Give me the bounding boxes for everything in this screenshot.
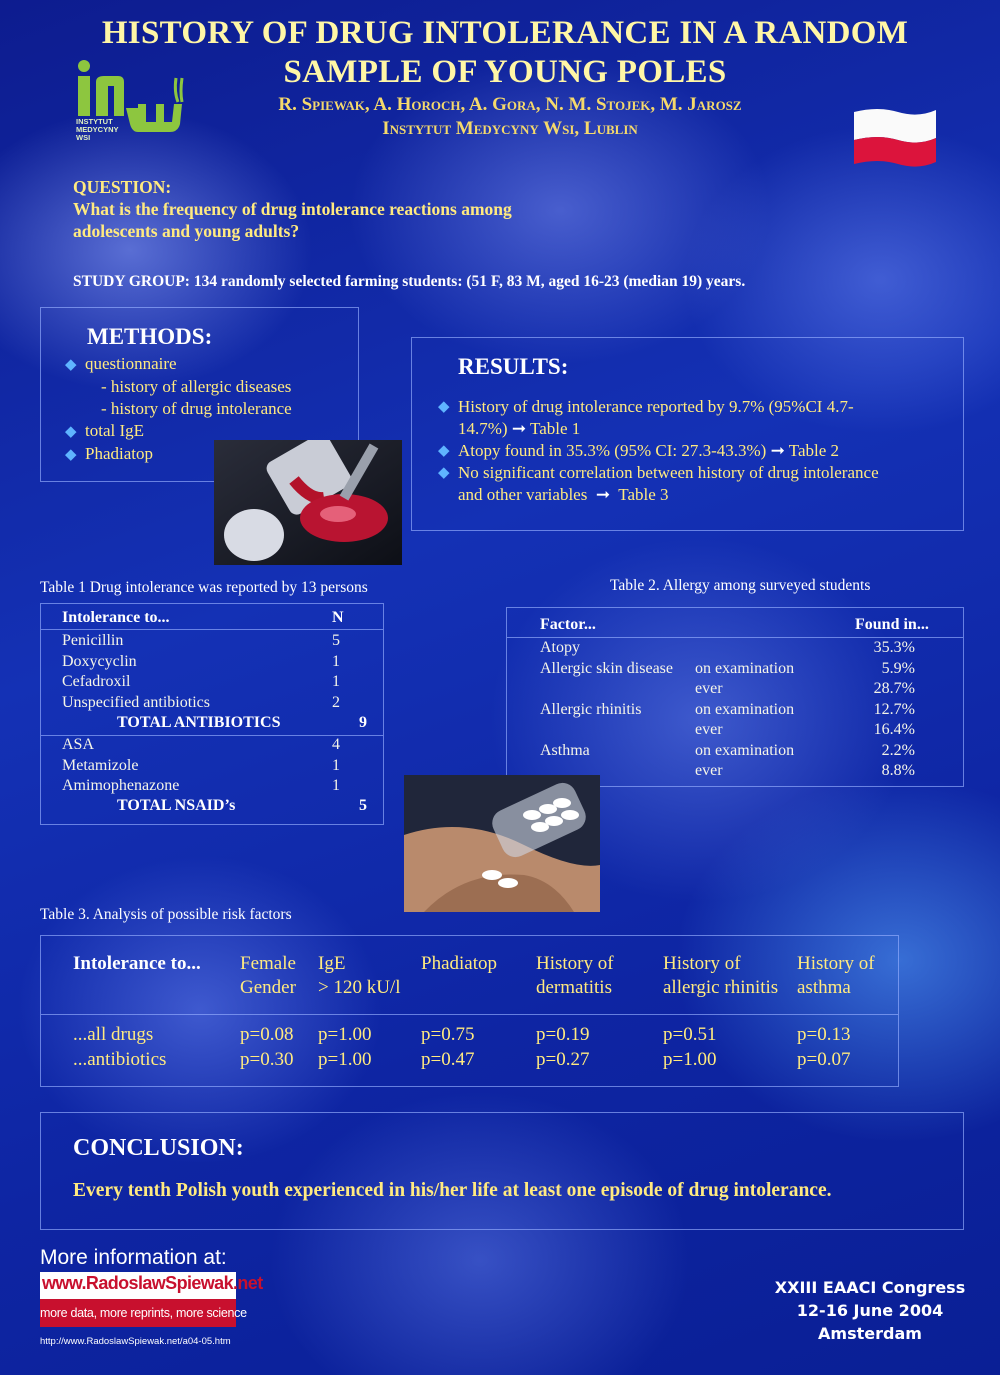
conclusion-text: Every tenth Polish youth experienced in his/her life at least one episode of drug intolerance. (73, 1180, 832, 1201)
congress-dates: 12-16 June 2004 (796, 1301, 944, 1320)
website-banner[interactable] (40, 1272, 263, 1327)
results-item-2: ◆ Atopy found in 35.3% (95% CI: 27.3-43.3%) ➞ Table 2 (438, 441, 840, 460)
table2-col-factor: Factor... (540, 616, 596, 633)
table-row: Allergic skin disease on examination 5.9% (540, 659, 915, 677)
arrow-right-icon: ➞ (595, 485, 611, 504)
table3-col-intolerance: Intolerance to... (73, 953, 201, 974)
table3-col-asthma: History of asthma (797, 953, 875, 998)
more-info-label: More information at: (40, 1246, 227, 1269)
methods-item: ◆ Phadiatop (65, 443, 292, 466)
table1-total-antibiotics-value: 9 (359, 714, 367, 731)
diamond-bullet-icon: ◆ (65, 424, 77, 440)
methods-heading: METHODS: (87, 324, 213, 349)
diamond-bullet-icon: ◆ (65, 357, 77, 373)
table1-col-n: N (332, 609, 344, 626)
methods-item: ◆ questionnaire (65, 353, 292, 376)
congress-location: Amsterdam (818, 1324, 922, 1343)
table1-nsaids (62, 735, 382, 797)
methods-item: ◆ total IgE (65, 420, 292, 443)
title-line-2: SAMPLE OF YOUNG POLES (283, 54, 727, 90)
table1-total-nsaids-value: 5 (359, 797, 367, 814)
arrow-right-icon: ➞ (511, 419, 527, 438)
table1-antibiotics (62, 631, 382, 713)
results-item-1: ◆ History of drug intolerance reported by 9.7% (95%CI 4.7- 14.7%) ➞ Table 1 (438, 397, 854, 438)
title-line-1: HISTORY OF DRUG INTOLERANCE IN A RANDOM (101, 15, 909, 51)
table2-grid (540, 638, 915, 782)
diamond-bullet-icon: ◆ (438, 443, 450, 459)
results-box (411, 337, 964, 531)
table2 (506, 607, 964, 787)
table1-total-antibiotics-label: TOTAL ANTIBIOTICS (117, 714, 281, 731)
table-row: Atopy 35.3% (540, 639, 915, 657)
question-text-line-1: What is the frequency of drug intolerance reactions among (73, 199, 512, 219)
results-item-3: ◆ No significant correlation between history of drug intolerance and other variables ➞ Table 3 (438, 463, 879, 504)
table-row: ASA 4 (62, 736, 340, 754)
imw-logo (74, 58, 184, 144)
table-row: Unspecified antibiotics 2 (62, 693, 340, 711)
results-list (438, 396, 958, 506)
results-heading: RESULTS: (458, 354, 569, 379)
diamond-bullet-icon: ◆ (438, 465, 450, 481)
table2-col-found: Found in... (855, 616, 929, 633)
diamond-bullet-icon: ◆ (438, 399, 450, 415)
table1-col-intolerance: Intolerance to... (62, 609, 170, 626)
conclusion-heading: CONCLUSION: (73, 1135, 244, 1161)
table-row: Allergic rhinitis on examination 12.7% (540, 700, 915, 718)
congress-name: XXIII EAACI Congress (774, 1278, 966, 1297)
conclusion-box (40, 1112, 964, 1230)
table3-col-phadiatop: Phadiatop (421, 953, 497, 974)
syrup-spoon-photo (214, 440, 402, 565)
arrow-right-icon: ➞ (770, 441, 785, 460)
table3-col-female: Female Gender (240, 953, 296, 998)
authors-block (200, 93, 820, 141)
table3-col-ige: IgE > 120 kU/l (318, 953, 401, 998)
polish-flag-icon (848, 106, 940, 170)
table1-total-nsaids-label: TOTAL NSAID’s (117, 797, 236, 814)
question-text-line-2: adolescents and young adults? (73, 221, 300, 241)
table3-divider (41, 1014, 898, 1015)
table3: Intolerance to... Female Gender IgE > 120 kU/l Phadiatop History of dermatitis History of allergic rhinitis History of asthma ...all drugs p=0.08 p=1.00 p=0.75 p=0.19 p=0.51 p=0.13 ...antibiotics p=0.30 p=1.00 p=0.47 p=0.27 p=1.00 p=0.07 (40, 935, 899, 1087)
table-row: Doxycyclin 1 (62, 652, 340, 670)
table-row: Asthma on examination 2.2% (540, 741, 915, 759)
table-row: ever 8.8% (695, 762, 915, 780)
question-section (73, 176, 633, 242)
table2-caption: Table 2. Allergy among surveyed students (610, 577, 871, 594)
institution: Instytut Medycyny Wsi, Lublin (382, 118, 638, 139)
table1-caption: Table 1 Drug intolerance was reported by 13 persons (40, 579, 368, 596)
website-banner-url: www.RadoslawSpiewak.net (42, 1273, 263, 1293)
table-row: Cefadroxil 1 (62, 673, 340, 691)
table-row: ever 16.4% (695, 721, 915, 739)
diamond-bullet-icon: ◆ (65, 447, 77, 463)
table-row: Amimophenazone 1 (62, 777, 340, 795)
pills-hand-photo (404, 775, 600, 912)
logo-subtext: INSTYTUT MEDYCYNY WSI (76, 117, 119, 142)
methods-item: - history of drug intolerance (101, 399, 292, 418)
table1 (40, 603, 384, 825)
table-row: Metamizole 1 (62, 756, 340, 774)
table-row: Penicillin 5 (62, 632, 340, 650)
study-group: STUDY GROUP: 134 randomly selected farming students: (51 F, 83 M, aged 16-23 (median 19) years. (73, 273, 746, 290)
table3-col-rhinitis: History of allergic rhinitis (663, 953, 779, 998)
table3-col-dermatitis: History of dermatitis (536, 953, 614, 998)
authors: R. Spiewak, A. Horoch, A. Gora, N. M. Stojek, M. Jarosz (278, 94, 742, 115)
congress-info (760, 1276, 980, 1345)
website-banner-tagline: more data, more reprints, more science (40, 1299, 236, 1327)
poster-url-link[interactable]: http://www.RadoslawSpiewak.net/a04-05.htm (40, 1336, 231, 1347)
table1-divider (41, 629, 383, 630)
table3-caption: Table 3. Analysis of possible risk factors (40, 906, 292, 923)
table1-grid (62, 607, 372, 629)
table1-header (62, 607, 372, 629)
methods-item: - history of allergic diseases (101, 377, 292, 396)
table-row: ever 28.7% (695, 680, 915, 698)
question-label: QUESTION: (73, 177, 172, 197)
